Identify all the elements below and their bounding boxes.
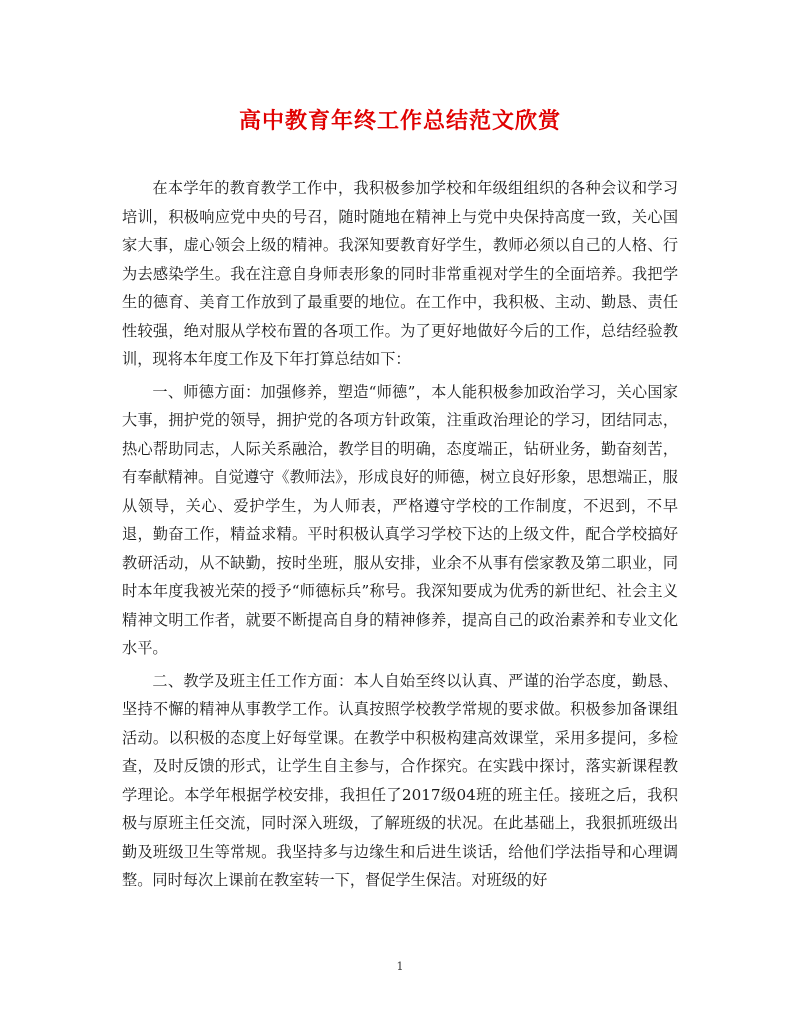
- paragraph-teacher-ethics: 一、师德方面：加强修养，塑造“师德”，本人能积极参加政治学习，关心国家大事，拥护党的领导，拥护党的各项方针政策，注重政治理论的学习，团结同志，热心帮助同志，人际关系融洽，教学目的明确，态度端正，钻研业务，勤奋刻苦，有奉献精神。自觉遵守《教师法》，形成良好的师德，树立良好形象，思想端正，服从领导，关心、爱护学生，为人师表，严格遵守学校的工作制度，不迟到，不早退，勤奋工作，精益求精。平时积极认真学习学校下达的上级文件，配合学校搞好教研活动，从不缺勤，按时坐班，服从安排，业余不从事有偿家教及第二职业，同时本年度我被光荣的授予“师德标兵”称号。我深知要成为优秀的新世纪、社会主义精神文明工作者，就要不断提高自身的精神修养，提高自己的政治素养和专业文化水平。: [122, 382, 678, 657]
- paragraph-intro: 在本学年的教育教学工作中，我积极参加学校和年级组组织的各种会议和学习培训，积极响应党中央的号召，随时随地在精神上与党中央保持高度一致，关心国家大事，虚心领会上级的精神。我深知要教育好学生，教师必须以自己的人格、行为去感染学生。我在注意自身师表形象的同时非常重视对学生的全面培养。我把学生的德育、美育工作放到了最重要的地位。在工作中，我积极、主动、勤恳、责任性较强，绝对服从学校布置的各项工作。为了更好地做好今后的工作，总结经验教训，现将本年度工作及下年打算总结如下：: [122, 179, 678, 368]
- page-number: 1: [396, 960, 404, 973]
- paragraph-teaching-work: 二、教学及班主任工作方面：本人自始至终以认真、严谨的治学态度，勤恳、坚持不懈的精神从事教学工作。认真按照学校教学常规的要求做。积极参加备课组活动。以积极的态度上好每堂课。在教学中积极构建高效课堂，采用多提问，多检查，及时反馈的形式，让学生自主参与，合作探究。在实践中探讨，落实新课程教学理论。本学年根据学校安排，我担任了2017级04班的班主任。接班之后，我积极与原班主任交流，同时深入班级，了解班级的状况。在此基础上，我狠抓班级出勤及班级卫生等常规。我坚持多与边缘生和后进生谈话，给他们学法指导和心理调整。同时每次上课前在教室转一下，督促学生保洁。对班级的好: [122, 671, 678, 889]
- document-body: [122, 174, 678, 899]
- document-title: 高中教育年终工作总结范文欣赏: [238, 108, 561, 134]
